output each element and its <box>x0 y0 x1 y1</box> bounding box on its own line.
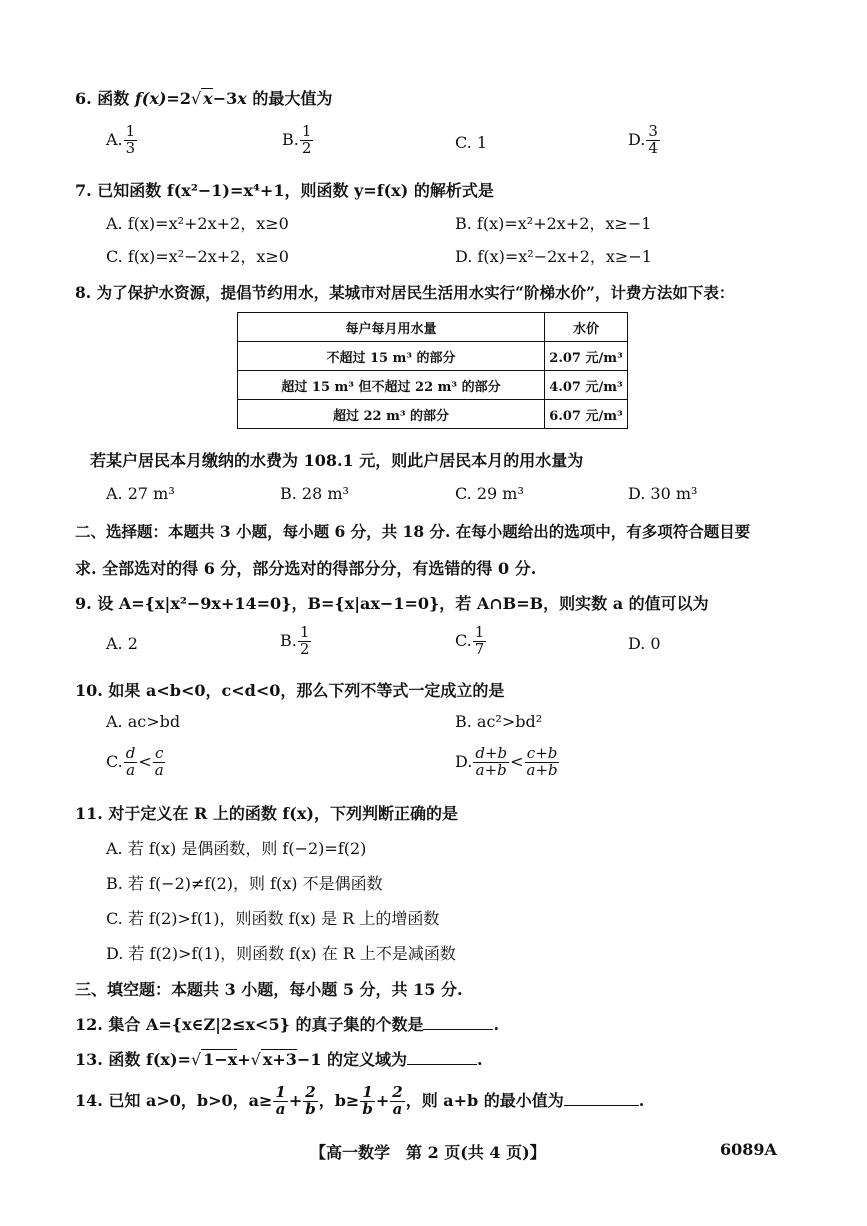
q10-option-d <box>455 746 561 779</box>
table-cell: 超过 22 m³ 的部分 <box>238 400 545 429</box>
q6-x: x <box>237 89 247 108</box>
q6-a-num: 1 <box>125 122 136 140</box>
q6-b-den: 2 <box>301 138 312 157</box>
q14-frac2-den: b <box>305 1099 316 1118</box>
q11-option-c: C. 若 f(2)>f(1)，则函数 f(x) 是 R 上的增函数 <box>106 909 440 928</box>
q8-option-b: B. 28 m³ <box>280 484 349 503</box>
q13-sqrt-2: x+3 <box>262 1050 297 1069</box>
q12-answer-blank[interactable] <box>423 1015 493 1030</box>
q6-fx: f(x) <box>134 89 167 108</box>
q14-period: . <box>638 1090 645 1110</box>
table-header-price: 水价 <box>545 313 628 342</box>
q13-sqrt-1: 1−x <box>203 1050 238 1069</box>
q9-option-c <box>455 625 487 658</box>
q9-b-num: 1 <box>299 623 310 641</box>
question-8-stem: 8. 为了保护水资源，提倡节约用水，某城市对居民生活用水实行“阶梯水价”，计费方法如下表： <box>75 283 735 302</box>
q6-b-num: 1 <box>301 122 312 140</box>
q11-option-a: A. 若 f(x) 是偶函数，则 f(−2)=f(2) <box>106 839 367 858</box>
q10-d-lt: < <box>510 751 524 771</box>
question-14 <box>75 1085 644 1118</box>
q6-d-den: 4 <box>648 138 658 157</box>
q14-frac4-den: a <box>392 1099 403 1118</box>
q14-stem: 14. 已知 a>0，b>0，a≥ <box>75 1090 273 1110</box>
q6-minus: −3 <box>212 89 238 108</box>
table-cell: 4.07 元/m³ <box>545 371 628 400</box>
q14-frac3-num: 1 <box>362 1083 373 1101</box>
q10-option-a: A. ac>bd <box>106 712 181 731</box>
q10-option-c <box>106 746 167 779</box>
q10-c-num2: c <box>155 744 164 762</box>
q7-option-d: D. f(x)=x²−2x+2，x≥−1 <box>455 247 652 266</box>
table-row <box>238 342 628 371</box>
table-cell: 6.07 元/m³ <box>545 400 628 429</box>
q10-option-b: B. ac²>bd² <box>455 712 543 731</box>
q11-option-b: B. 若 f(−2)≠f(2)，则 f(x) 不是偶函数 <box>106 874 383 893</box>
section-2-line-1: 二、选择题：本题共 3 小题，每小题 6 分，共 18 分. 在每小题给出的选项中，有多项符合题目要 <box>75 522 751 541</box>
q14-tail: ，则 a+b 的最小值为 <box>405 1090 564 1110</box>
q14-plus-1: + <box>288 1090 303 1110</box>
q6-a-den: 3 <box>125 138 136 157</box>
q9-b-label: B. <box>280 630 297 650</box>
q6-sqrt: x <box>203 89 213 108</box>
q14-frac2-num: 2 <box>305 1083 316 1101</box>
q9-b-den: 2 <box>299 639 310 658</box>
q6-d-label: D. <box>628 129 646 149</box>
q12-stem: 12. 集合 A={x∈Z|2≤x<5} 的真子集的个数是 <box>75 1015 424 1034</box>
q14-frac4-num: 2 <box>392 1083 403 1101</box>
q14-mid: ，b≥ <box>318 1090 360 1110</box>
q8-option-a: A. 27 m³ <box>106 484 175 503</box>
table-cell: 2.07 元/m³ <box>545 342 628 371</box>
question-12 <box>75 1012 499 1035</box>
q13-tail: −1 的定义域为 <box>296 1050 408 1069</box>
q10-d-label: D. <box>455 751 473 771</box>
q6-eq: =2 <box>166 89 191 108</box>
q9-c-num: 1 <box>474 623 485 641</box>
q14-frac1-den: a <box>275 1099 286 1118</box>
q13-answer-blank[interactable] <box>407 1050 477 1065</box>
table-row <box>238 371 628 400</box>
q10-d-den2: a+b <box>526 760 558 779</box>
q10-d-den1: a+b <box>475 760 507 779</box>
exam-code: 6089A <box>720 1140 777 1159</box>
q6-b-label: B. <box>282 129 299 149</box>
q9-c-den: 7 <box>474 639 485 658</box>
q6-option-a <box>106 124 138 157</box>
q14-answer-blank[interactable] <box>564 1091 639 1106</box>
question-7-stem: 7. 已知函数 f(x²−1)=x⁴+1，则函数 y=f(x) 的解析式是 <box>75 181 494 200</box>
water-price-table <box>237 312 628 429</box>
q6-d-num: 3 <box>648 122 658 140</box>
table-row <box>238 400 628 429</box>
q10-c-num1: d <box>125 744 136 762</box>
q6-option-c: C. 1 <box>455 133 488 152</box>
question-8-after: 若某户居民本月缴纳的水费为 108.1 元，则此户居民本月的用水量为 <box>90 451 584 470</box>
page-footer: 【高一数学 第 2 页(共 4 页)】 <box>310 1143 546 1162</box>
q7-option-a: A. f(x)=x²+2x+2，x≥0 <box>106 214 289 233</box>
q7-option-b: B. f(x)=x²+2x+2，x≥−1 <box>455 214 652 233</box>
q6-a-label: A. <box>106 129 123 149</box>
section-2-line-2: 求. 全部选对的得 6 分，部分选对的得部分分，有选错的得 0 分. <box>75 559 537 578</box>
q9-option-a: A. 2 <box>106 634 138 653</box>
q10-c-lt: < <box>138 751 152 771</box>
table-header-row <box>238 313 628 342</box>
question-9-stem: 9. 设 A={x|x²−9x+14=0}，B={x|ax−1=0}，若 A∩B=B，则实数 a 的值可以为 <box>75 594 709 613</box>
q10-c-den1: a <box>126 760 136 779</box>
table-cell: 超过 15 m³ 但不超过 22 m³ 的部分 <box>238 371 545 400</box>
table-header-usage: 每户每月用水量 <box>238 313 545 342</box>
section-3-heading: 三、填空题：本题共 3 小题，每小题 5 分，共 15 分. <box>75 980 463 999</box>
question-10-stem: 10. 如果 a<b<0，c<d<0，那么下列不等式一定成立的是 <box>75 681 505 700</box>
q9-c-label: C. <box>455 630 472 650</box>
q13-stem: 13. 函数 f(x)= <box>75 1050 191 1069</box>
q11-option-d: D. 若 f(2)>f(1)，则函数 f(x) 在 R 上不是减函数 <box>106 944 456 963</box>
q13-period: . <box>477 1050 483 1069</box>
q8-option-d: D. 30 m³ <box>628 484 698 503</box>
q14-frac1-num: 1 <box>275 1083 286 1101</box>
q14-plus-2: + <box>375 1090 390 1110</box>
q6-option-b <box>282 124 314 157</box>
q14-frac3-den: b <box>362 1099 373 1118</box>
q7-option-c: C. f(x)=x²−2x+2，x≥0 <box>106 247 289 266</box>
q6-text: 6. 函数 <box>75 89 135 108</box>
q6-tail: 的最大值为 <box>246 89 333 108</box>
table-cell: 不超过 15 m³ 的部分 <box>238 342 545 371</box>
q10-d-num2: c+b <box>526 744 558 762</box>
q10-c-label: C. <box>106 751 123 771</box>
question-11-stem: 11. 对于定义在 R 上的函数 f(x)，下列判断正确的是 <box>75 804 458 823</box>
q9-option-d: D. 0 <box>628 634 661 653</box>
q12-period: . <box>493 1015 500 1034</box>
q6-option-d <box>628 124 661 157</box>
q10-d-num1: d+b <box>475 744 508 762</box>
question-6-stem: 6. 函数 f(x)=2√ x−3x 的最大值为 <box>75 89 333 108</box>
q9-option-b <box>280 625 312 658</box>
q8-option-c: C. 29 m³ <box>455 484 524 503</box>
q13-plus: + <box>237 1050 251 1069</box>
question-13: 13. 函数 f(x)=√ 1−x+√ x+3−1 的定义域为 . <box>75 1050 483 1069</box>
q10-c-den2: a <box>154 760 164 779</box>
